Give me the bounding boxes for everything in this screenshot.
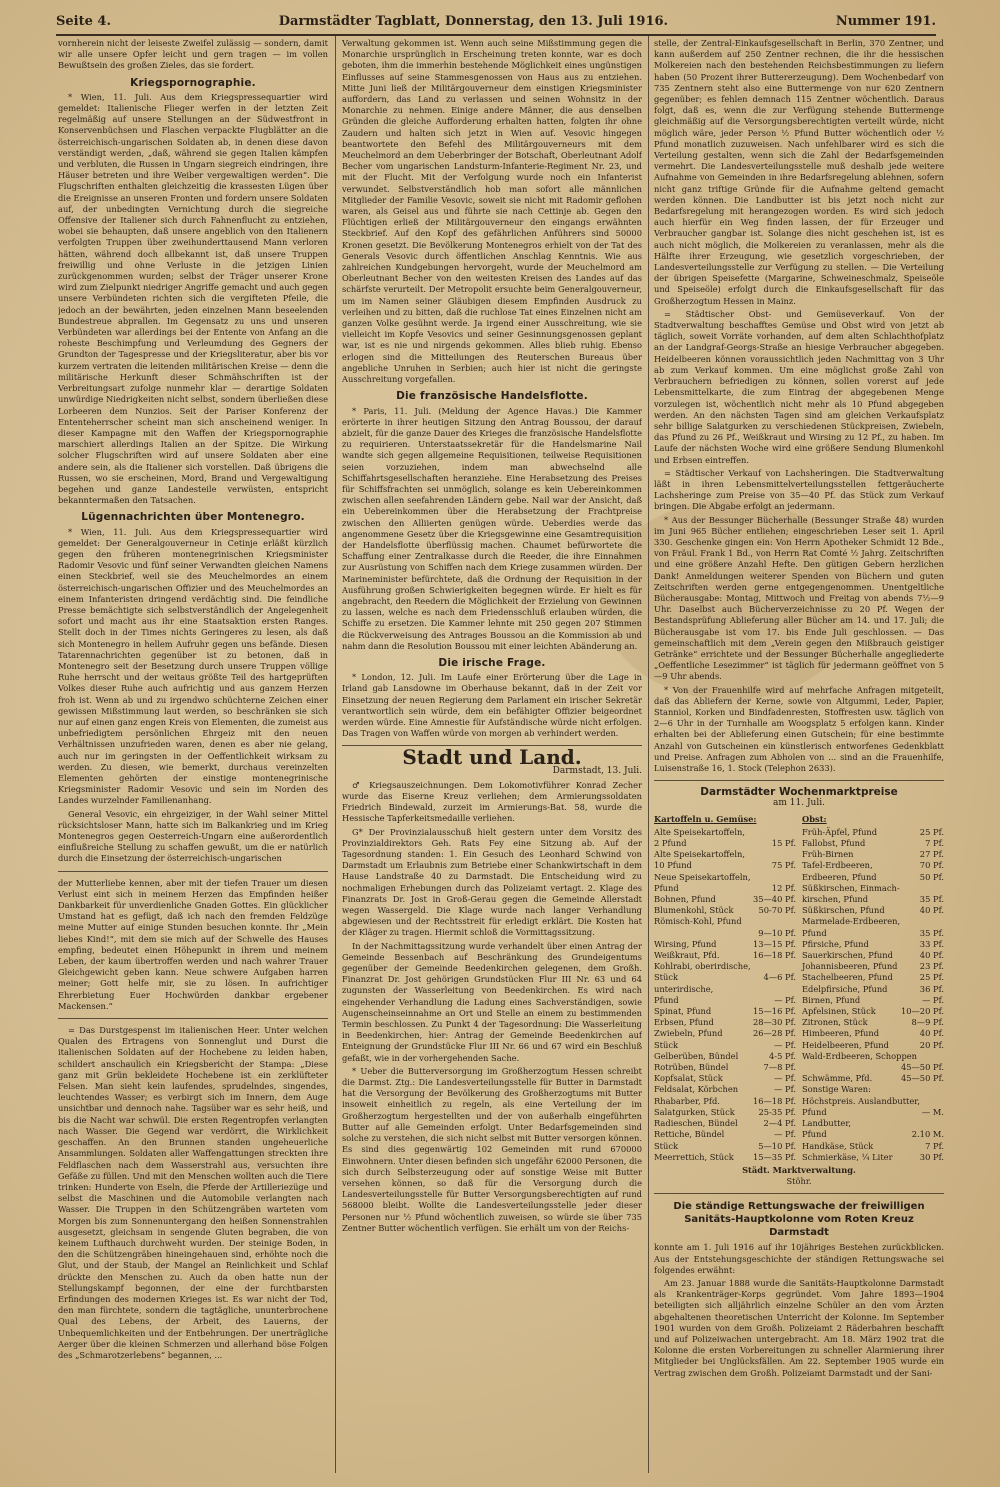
market-price-row (654, 894, 796, 905)
market-item: Römisch-Kohl, Pfund (654, 916, 742, 927)
article-paragraph: = Städtischer Verkauf von Lachsheringen. Die Stadtverwaltung läßt in ihren Lebensmittelverteilungsstellen fettgeräucherte Lachsheringe zum Preise von 35—40 Pf. das Stück zum Verkauf bringen. Die Abgabe erfolgt an jedermann. (654, 467, 944, 512)
market-price: 36 Pf. (919, 983, 944, 994)
market-price-row (654, 838, 796, 849)
market-prices-title: Darmstädter Wochenmarktpreise (700, 786, 898, 799)
article-paragraph: konnte am 1. Juli 1916 auf ihr 10jähriges Bestehen zurückblicken. Aus der Entstehungsgeschichte der ständigen Rettungswache sei folgendes erwähnt: (654, 1242, 944, 1275)
market-item: Alte Speisekartoffeln, (654, 849, 745, 860)
section-divider (654, 1193, 944, 1194)
market-price-row (802, 838, 944, 849)
market-price-row (802, 916, 944, 927)
market-price-row (802, 1051, 944, 1062)
market-item: Meerrettich, Stück (654, 1151, 734, 1162)
market-price: 27 Pf. (919, 849, 944, 860)
market-item: Weißkraut, Pfd. (654, 950, 720, 961)
market-price-row (802, 860, 944, 871)
market-price-row (654, 872, 796, 883)
market-price-row (802, 1084, 944, 1095)
article-paragraph: G* Der Provinzialausschuß hielt gestern unter dem Vorsitz des Provinzialdirektors Geh. Rats Fey eine Sitzung ab. Auf der Tagesordnung standen: 1. Ein Gesuch des Leonhard Schwind von Darmstadt um Erlaubnis zum Betriebe einer Schankwirtschaft in dem Hause Landstraße 40 zu Darmstadt. Die Entscheidung wird zu nochmaligen Erhebungen durch das Polizeiamt vertagt. 2. Klage des Finanzrats Dr. Jost in Groß-Gerau gegen die Gemeinde Allerstadt wegen Wassergeld. Die Klage wurde nach langer Verhandlung abgewiesen und der Rechtsstreit für erledigt erklärt. Die Kosten hat der Kläger zu tragen. Hiermit schloß die Vormittagssitzung. (342, 826, 642, 938)
market-price: 7 Pf. (925, 838, 944, 849)
market-item: Pfund (654, 994, 679, 1005)
market-price: 23 Pf. (919, 961, 944, 972)
market-price: 45—50 Pf. (900, 1073, 944, 1084)
market-item: Stück (654, 1039, 679, 1050)
market-item: Salatgurken, Stück (654, 1106, 735, 1117)
market-item: Kohlrabi, oberirdische, (654, 961, 751, 972)
heading-irische-frage: Die irische Frage. (438, 656, 546, 669)
market-item: Landbutter, (802, 1118, 852, 1129)
market-item: Gelberüben, Bündel (654, 1050, 739, 1061)
market-fruit-heading: Obst: (802, 813, 827, 824)
column-3 (654, 38, 944, 1477)
masthead (56, 8, 936, 36)
market-price-row (802, 961, 944, 972)
market-item: Spinat, Pfund (654, 1006, 712, 1017)
market-item: Pfund (802, 1106, 827, 1117)
market-price: 13—15 Pf. (752, 938, 796, 949)
market-item: Schmierkäse, ¼ Liter (802, 1151, 893, 1162)
market-price: 15 Pf. (771, 838, 796, 849)
heading-handelsflotte: Die französische Handelsflotte. (396, 390, 588, 403)
market-price-row (654, 1152, 796, 1163)
market-price: 33 Pf. (919, 938, 944, 949)
market-price-row (802, 883, 944, 894)
section-divider (58, 871, 328, 872)
market-fruit (802, 814, 944, 1163)
market-item: Stück (654, 972, 679, 983)
market-price-row (654, 1040, 796, 1051)
market-item: unterirdische, (654, 983, 714, 994)
market-price-row (802, 1118, 944, 1129)
article-paragraph: * Von der Frauenhilfe wird auf mehrfache Anfragen mitgeteilt, daß das Abliefern der Kerne, sowie von Altgummi, Leder, Papier, Stanniol, Korken und Bindfadenresten, Stoffresten usw. täglich von 2—6 Uhr in der Turnhalle am Woogsplatz 5 erfolgen kann. Kinder erhalten bei der Ablieferung einen Gutschein; für eine bestimmte Anzahl von Gutscheinen ein künstlerisch entworfenes Gedenkblatt und Preise. Anfragen zum Abholen von ... sind an die Frauenhilfe, Luisenstraße 16, 1. Stock (Telephon 2633). (654, 684, 944, 773)
market-price: 2.10 M. (911, 1129, 944, 1140)
market-price: 7—8 Pf. (763, 1062, 796, 1073)
market-item: Neue Speisekartoffeln, (654, 871, 751, 882)
market-price: 12 Pf. (771, 882, 796, 893)
market-price-row (802, 1141, 944, 1152)
market-item: Wald-Erdbeeren, Schoppen (802, 1050, 918, 1061)
article-paragraph: der Mutterliebe kennen, aber mit der tiefen Trauer um diesen Verlust eint sich in meinem Herzen das Empfinden heißer Dankbarkeit für unverdienliche Gnaden Gottes. Ein glücklicher Umstand hat es gefügt, daß ich nach den fremden Feldzüge meine Mutter auf einige Stunden besuchen konnte. Ihr „Mein liebes Kind!“, mit dem sie mich auf der Schwelle des Hauses empfing, bedeutet einen Höhepunkt in ihrem und meinem Leben, der kaum übertroffen werden und nach wahrer Trauer Gleichgewicht geben kann. Neue schwere Aufgaben harren meiner; Gott helfe mir, sie zu lösen. In aufrichtiger Ehrerbietung Euer Hochwürden dankbar ergebener Mackensen.“ (58, 877, 328, 1011)
market-price-row (802, 1040, 944, 1051)
market-price: 16—18 Pf. (752, 950, 796, 961)
market-price-row (802, 1152, 944, 1163)
market-price-row (802, 1028, 944, 1039)
market-price-row (802, 872, 944, 883)
market-price-row (654, 984, 796, 995)
market-price-row (654, 1141, 796, 1152)
market-price: 7 Pf. (925, 1140, 944, 1151)
market-price-row (802, 905, 944, 916)
article-paragraph: Am 23. Januar 1888 wurde die Sanitäts-Hauptkolonne Darmstadt als Krankenträger-Korps gegründet. Vom Jahre 1893—1904 beteiligten sich alljährlich einzelne Schüler an den vom Ärzten abgehaltenen theoretischen Unterricht der Kolonne. Im September 1901 wurden von dem Großh. Polizeiamt 2 Räderbahren beschafft und auf Polizeiwachen untergebracht. Am 18. März 1902 trat die Kolonne die ersten Vorbereitungen zu schneller Alarmierung ihrer Mitglieder bei Unglücksfällen. Am 22. September 1905 wurde ein Vertrag zwischen dem Großh. Polizeiamt Darmstadt und der Sani- (654, 1277, 944, 1378)
market-item: Sonstige Waren: (802, 1084, 871, 1095)
column-1 (58, 38, 328, 1477)
market-price: — M. (921, 1106, 944, 1117)
market-price: 25 Pf. (919, 972, 944, 983)
heading-kriegspornographie: Kriegspornographie. (130, 76, 256, 89)
article-paragraph: ♂ Kriegsauszeichnungen. Dem Lokomotivführer Konrad Zecher wurde das Eiserne Kreuz verliehen; dem Armierungssoldaten Friedrich Bindewald, zurzeit im Armierungs-Bat. 58, wurde die Hessische Tapferkeitsmedaille verliehen. (342, 779, 642, 824)
market-price: 25 Pf. (919, 826, 944, 837)
market-item: Rettiche, Bündel (654, 1129, 725, 1140)
dateline: Darmstadt, 13. Juli. (552, 765, 642, 776)
market-price-row (654, 939, 796, 950)
market-price-row (802, 849, 944, 860)
article-paragraph: Verwaltung gekommen ist. Wenn auch seine Mißstimmung gegen die Monarchie ursprünglich in Erscheinung treten konnte, war es doch geboten, ihm die immerhin bestehende Möglichkeit eines ungünstigen Einflusses auf seine Stammesgenossen von Haus aus zu entziehen. Mitte Juni ließ der Militärgouverneur dem einstigen Kriegsminister auffordern, das Land zu verlassen und seinen Wohnsitz in der Monarchie zu nehmen. Einige andere Männer, die aus denselben Gründen die gleiche Aufforderung erhalten hatten, folgten ihr ohne Zaudern und halten sich jetzt in Wien auf. Vesovic hingegen beantwortete den Befehl des Militärgouverneurs mit dem Meuchelmord an dem Ueberbringer der Botschaft, Oberleutnant Adolf Becher vom ungarischen Landsturm-Infanterie-Regiment Nr. 23, und mit der Flucht. Mit der Verfolgung wurde noch ein Infanterist verwundet. Selbstverständlich hob man sofort alle männlichen Mitglieder der Familie Vesovic, soweit sie nicht mit Radomir geflohen waren, als Geisel aus und führte sie nach Cettinje ab. Gegen den Flüchtigen erließ der Militärgouverneur den eingangs erwähnten Steckbrief. Auf den Kopf des gefährlichen Anführers sind 50000 Kronen gesetzt. Die Bevölkerung Montenegros erhielt von der Tat des Generals Vesovic durch öffentlichen Anschlag Kenntnis. Wie aus zahlreichen Kundgebungen hervorgeht, wurde der Meuchelmord am Oberleutnant Becher von den weitesten Kreisen des Landes auf das schärfste verurteilt. Der Metropolit ersuchte beim Generalgouverneur, um im Namen seiner Gläubigen diesem Empfinden Ausdruck zu verleihen und zu bitten, daß die ruchlose Tat eines Einzelnen nicht am ganzen Volke gesühnt werde. Ja irgend einer Ausschreitung, wie sie vielleicht im Kopfe Vesovics und seiner Gesinnungsgenossen geplant war, ist es nie und nirgends gekommen. Alles blieb ruhig. Ebenso erlogen sind die Mitteilungen des Reuterschen Bureaus über angebliche Unruhen in Serbien; auch hier ist nicht die geringste Ausschreitung vorgefallen. (342, 38, 642, 385)
market-vegetables (654, 814, 796, 1163)
market-price: 50 Pf. (919, 871, 944, 882)
market-price: 40 Pf. (919, 1028, 944, 1039)
market-price-row (654, 860, 796, 871)
market-price-row (654, 1107, 796, 1118)
column-2 (342, 38, 642, 1477)
market-price: 75 Pf. (771, 860, 796, 871)
market-item: Edelpfirsiche, Pfund (802, 983, 888, 994)
market-price-row (654, 928, 796, 939)
market-item: Marmelade-Erdbeeren, (802, 916, 901, 927)
market-price: — Pf. (922, 994, 944, 1005)
market-price-row (654, 827, 796, 838)
market-footer: Städt. Marktverwaltung. (742, 1164, 856, 1175)
market-item: Früh-Äpfel, Pfund (802, 826, 878, 837)
column-rule (335, 36, 336, 1473)
market-price-row (802, 984, 944, 995)
market-price: 4—6 Pf. (763, 972, 796, 983)
market-item: Erbsen, Pfund (654, 1017, 714, 1028)
heading-stadt-und-land: Stadt und Land. (402, 745, 582, 770)
market-item: Johannisbeeren, Pfund (802, 961, 898, 972)
page-label: Seite 4. (56, 13, 111, 29)
intro-paragraph: vornherein nicht der leiseste Zweifel zulässig — sondern, damit wir alle unsere Opfer leicht und gern tragen — im vollen Bewußtsein des großen Zieles, das sie fordert. (58, 38, 328, 71)
market-price: 15—35 Pf. (752, 1151, 796, 1162)
market-price-row (802, 827, 944, 838)
market-item: Erdbeeren, Pfund (802, 871, 877, 882)
market-item: Pfirsiche, Pfund (802, 938, 869, 949)
market-price-row (654, 1084, 796, 1095)
market-item: Stück (654, 1140, 679, 1151)
newspaper-date: Darmstädter Tagblatt, Donnerstag, den 13. Juli 1916. (278, 13, 669, 29)
market-price: 2—4 Pf. (763, 1118, 796, 1129)
market-price: 26—28 Pf. (752, 1028, 796, 1039)
market-item: Handkäse, Stück (802, 1140, 874, 1151)
market-item: Blumenkohl, Stück (654, 905, 734, 916)
market-price-row (802, 950, 944, 961)
market-price-row (654, 950, 796, 961)
market-price-row (654, 995, 796, 1006)
market-price: 45—50 Pf. (900, 1062, 944, 1073)
market-item: Stachelbeeren, Pfund (802, 972, 893, 983)
market-item: Süßkirschen, Einmach- (802, 882, 900, 893)
section-divider (654, 780, 944, 781)
market-prices-table (654, 814, 944, 1163)
market-price-row (802, 939, 944, 950)
market-item: Heidelbeeren, Pfund (802, 1039, 889, 1050)
market-price-row (802, 1062, 944, 1073)
market-item: Kopfsalat, Stück (654, 1073, 723, 1084)
market-price-row (654, 883, 796, 894)
article-paragraph: * Ueber die Butterversorgung im Großherzogtum Hessen schreibt die Darmst. Ztg.: Die Landesverteilungsstelle für Butter in Darmstadt hat die Versorgung der Bevölkerung des Großherzogtums mit Butter insoweit einheitlich zu regeln, als eine Verteilung der im Großherzogtum hergestellten und der von außerhalb eingeführten Butter auf alle Gemeinden erfolgt. Unter Bedarfsgemeinden sind solche zu verstehen, die sich nicht selbst mit Butter versorgen können. Es sind dies gegenwärtig 102 Gemeinden mit rund 670000 Einwohnern. Unter diesen befinden sich ungefähr 62000 Personen, die sich durch Selbsterzeugung oder auf sonstige Weise mit Butter versehen können, so daß für die Versorgung durch die Landesverteilungsstelle für Butter Versorgungsberechtigten auf rund 568000 bleibt. Wollte die Landesverteilungsstelle jeder dieser Personen nur ½ Pfund wöchentlich zuweisen, so würde sie über 735 Zentner Butter wöchentlich verfügen. Sie erhält um von der Reichs- (342, 1065, 642, 1233)
market-price: 50-70 Pf. (758, 905, 796, 916)
market-price: 35—40 Pf. (752, 894, 796, 905)
market-item: Birnen, Pfund (802, 994, 861, 1005)
market-price-row (802, 1129, 944, 1140)
market-price: — Pf. (774, 1073, 796, 1084)
market-price-row (654, 1073, 796, 1084)
market-price-row (802, 928, 944, 939)
article-paragraph: = Das Durstgespenst im italienischen Heer. Unter welchen Qualen des Ertragens von Sonnenglut und Durst die italienischen Soldaten auf der Hochebene zu leiden haben, schildert anschaulich ein Kriegsbericht der Stampa: „Diese ganz mit Grün bekleidete Hochebene ist ein zerklüfteter Felsen. Man sieht kein laufendes, sprudelndes, singendes, leuchtendes Wasser; es verbirgt sich im Innern, dem Auge unsichtbar und dennoch nahe. Tagsüber war es sehr heiß, und bis die Nacht war schwül. Die ersten Regentropfen verlangten nach Wasser. Die Gegend war verdörrt, die Wirklichkeit geschaffen. An den Brunnen standen ungeheuerliche Ansammlungen. Soldaten aller Waffengattungen streckten ihre Feldflaschen nach dem Wasserstrahl aus, versuchten ihre Gefäße zu füllen. Und mit den Menschen wollten auch die Tiere trinken: Hunderte von Eseln, die Pferde der Artilleriezüge und selbst die Maschinen und die Automobile verlangten nach Wasser. Die Truppen in den Schützengräben warteten vom Morgen bis zum Sonnenuntergang den heißen Sonnenstrahlen ausgesetzt, gleichsam in sengende Gluten begraben, die von keinem Lufthauch durchweht wurden. Der steinige Boden, in den die Schützengräben hineingehauen sind, erhöhte noch die Glut, und der Staub, der Mangel an Reinlichkeit und Schlaf drückte den Menschen zu. Auch da oben hatte nun der Stellungskampf begonnen, der eine der furchtbarsten Erfindungen des modernen Krieges ist. Es war nicht der Tod, den man fürchtete, sondern die tagtägliche, ununterbrochene Qual des Lebens, der Arbeit, des Lauerns, der Unbequemlichkeiten und der Entbehrungen. Der unerträgliche Aerger über die kleinen Schmerzen und allerhand böse Folgen des „Schmarotzerlebens“ begannen, ... (58, 1025, 328, 1360)
market-price-row (802, 1017, 944, 1028)
market-price: 35 Pf. (919, 927, 944, 938)
market-price-row (654, 1096, 796, 1107)
market-price-row (654, 961, 796, 972)
market-price: 25-35 Pf. (758, 1106, 796, 1117)
market-item: 2 Pfund (654, 838, 687, 849)
column-rule (648, 36, 649, 1473)
market-item: Schwämme, Pfd. (802, 1073, 873, 1084)
article-paragraph: In der Nachmittagssitzung wurde verhandelt über einen Antrag der Gemeinde Bessenbach auf Beschränkung des Grundeigentums gegenüber der Gemeinde Beedenkirchen gelegenen, dem Großh. Finanzrat Dr. Jost gehörigen Grundstücken Flur III Nr. 63 und 64 zugunsten der Wasserleitung von Beedenkirchen. Es wird nach eingehender Verhandlung die Ladung eines Sachverständigen, sowie Augenscheinseinnahme an Ort und Stelle an einem zu bestimmenden Termin beschlossen. Zu Punkt 4 der Tagesordnung: Die Wasserleitung in Beedenkirchen, hier: Antrag der Gemeinde Beedenkirchen auf Enteignung der Grundstücke Flur III Nr. 66 und 67 wird ein Beschluß gefaßt, wie in der vorhergehenden Sache. (342, 940, 642, 1063)
market-price-row (654, 1129, 796, 1140)
market-price: 40 Pf. (919, 905, 944, 916)
market-price: 20 Pf. (919, 1039, 944, 1050)
market-footer-signature: Stöhr. (786, 1176, 812, 1187)
market-price-row (654, 916, 796, 927)
article-paragraph: * Aus der Bessunger Bücherhalle (Bessunger Straße 48) wurden im Juni 965 Bücher entliehen; eingeschrieben Leser seit 1. April 330. Geschenke gingen ein: Von Herrn Apotheker Schmidt 12 Bde., von Fräul. Frank 1 Bd., von Herrn Rat Comté ½ Jahrg. Zeitschriften und eine größere Anzahl Hefte. Den gütigen Gebern herzlichen Dank! Anmeldungen weiterer Spenden von Büchern und guten Zeitschriften werden gerne entgegengenommen. Unentgeltliche Bücherausgabe: Montag, Mittwoch und Freitag von abends 7½—9 Uhr. Daselbst auch Bücherverzeichnisse zu 20 Pf. Wegen der Bestandsprüfung Ablieferung aller Bücher am 14. und 17. Juli; die Bücherausgabe ist vom 17. bis Ende Juli geschlossen. — Das gemeinschaftlich mit dem „Verein gegen den Mißbrauch geistiger Getränke“ errichtete und der Bessunger Bücherhalle angegliederte „Oeffentliche Lesezimmer“ ist täglich für jedermann geöffnet von 5—9 Uhr abends. (654, 514, 944, 682)
market-price: 30 Pf. (919, 1151, 944, 1162)
market-price-row (654, 1062, 796, 1073)
market-item: Süßkirschen, Pfund (802, 905, 885, 916)
market-item: Höchstpreis. Auslandbutter, (802, 1095, 920, 1106)
article-paragraph: = Städtischer Obst- und Gemüseverkauf. Von der Stadtverwaltung beschafftes Gemüse und Obst wird von jetzt ab täglich, soweit Vorräte vorhanden, auf dem alten Schlachthofplatz an der Landgraf-Georgs-Straße an hiesige Verbraucher abgegeben. Heidelbeeren können voraussichtlich jeden Nachmittag von 3 Uhr ab zum Verkauf kommen. Um eine möglichst große Zahl von Verbrauchern befriedigen zu können, sollen vorerst auf jede Lebensmittelkarte, die zum Eintrag der abgegebenen Menge vorzulegen ist, wöchentlich nicht mehr als 10 Pfund abgegeben werden. An den nächsten Tagen sind am gleichen Verkaufsplatz sehr billige Salatgurken zu verschiedenen Stückpreisen, Zwiebeln, das Pfund zu 26 Pf., Weißkraut und Wirsing zu 12 Pf., zu haben. Im Laufe der nächsten Woche wird eine größere Sendung Blumenkohl und Erbsen eintreffen. (654, 308, 944, 465)
market-item: 10 Pfund (654, 860, 692, 871)
market-price: 8—9 Pf. (911, 1017, 944, 1028)
market-item: Fallobst, Pfund (802, 838, 866, 849)
market-item: Pfund (802, 1129, 827, 1140)
market-price-row (654, 849, 796, 860)
issue-number: Nummer 191. (835, 13, 936, 29)
heading-luegennachrichten: Lügennachrichten über Montenegro. (81, 511, 305, 524)
article-paragraph: General Vesovic, ein ehrgeiziger, in der Wahl seiner Mittel rücksichtsloser Mann, hatte sich im Balkankrieg und im Krieg Montenegros gegen Oesterreich-Ungarn eine außerordentlich einflußreiche Stellung zu schaffen gewußt, um die er natürlich durch die Einsetzung der österreichisch-ungarischen (58, 808, 328, 864)
article-paragraph: * Wien, 11. Juli. Aus dem Kriegspressequartier wird gemeldet: Italienische Flieger werfen in der letzten Zeit regelmäßig auf unsere Stellungen an der Südwestfront in Konservenbüchsen und Flaschen verpackte Flugblätter an die österreichisch-ungarischen Soldaten ab, in denen diese davon verständigt werden, „daß, während sie gegen Italien kämpfen und verbluten, die Russen in Ungarn siegreich eindringen, ihre Häuser betreten und ihre Weiber vergewaltigen werden“. Die Flugschriften enthalten gleichzeitig die krassesten Lügen über die Ereignisse an unseren Fronten und fordern unsere Soldaten auf, der unbedingten Vernichtung durch die siegreiche Offensive der Italiener sich durch Fahnenflucht zu entziehen, wobei sie behaupten, daß unsere angeblich von den Italienern verfolgten Truppen über zweihunderttausend Mann verloren hätten, während doch allbekannt ist, daß unsere Truppen freiwillig und ohne Verluste in die jetzigen Linien zurückgenommen wurden; selbst der Träger unserer Krone wird zum Zielpunkt niedriger Angriffe gemacht und auch gegen unsere Verbündeten richten sich die vergifteten Pfeile, die jedoch an der bewährten, jeden einzelnen Mann beseelenden Bundestreue abprallen. Im Gegensatz zu uns und unseren Verbündeten war allerdings bei der Entente von Anfang an die roheste Beschimpfung und Verleumdung des Gegners der Grundton der Tagespresse und der Kriegsliteratur, aber bis vor kurzem vertraten die leitenden militärischen Kreise — denn die militärische Herkunft dieser Schmähschriften ist der Verbreitungsart zufolge nunmehr klar — derartige Soldaten unwürdige Niedrigkeiten nicht selbst, sondern überließen diese Lorbeeren dem Nunzios. Seit der Pariser Konferenz der Ententeherrscher scheint man sich anscheinend weniger. In dieser Kampagne mit den Waffen der Kriegspornographie marschiert allerdings Italien an der Spitze. Die Wirkung solcher Flugschriften wird auf unsere Soldaten aber eine andere sein, als die Italiener sich vorstellen. Daß übrigens die Russen, wo sie erscheinen, Mord, Brand und Vergewaltigung begehen und ganze Landesteile verwüsten, entspricht bekanntermaßen den Tatsachen. (58, 91, 328, 506)
market-vegetables-heading: Kartoffeln u. Gemüse: (654, 813, 757, 824)
market-price-row (654, 905, 796, 916)
market-item: Rhabarber, Pfd. (654, 1095, 720, 1106)
market-price: — Pf. (774, 1129, 796, 1140)
market-price: 9—10 Pf. (758, 927, 796, 938)
article-paragraph: * Wien, 11. Juli. Aus dem Kriegspressequartier wird gemeldet: Der Generalgouverneur in Cetinje erläßt kürzlich gegen den früheren montenegrinischen Kriegsminister Radomir Vesovic und fünf seiner Verwandten gleichen Namens einen Steckbrief, weil sie des Meuchelmordes an einem österreichisch-ungarischen Offizier und des Meuchelmordes an einem Infanteristen dringend verdächtig sind. Die feindliche Presse bemächtigte sich selbstverständlich der Angelegenheit sofort und macht aus ihr eine Staatsaktion ersten Ranges. Stellt doch in der Times nichts Geringeres zu lesen, als daß sich Montenegro in hellem Aufruhr gegen uns befände. Diesen Tatarennachrichten gegenüber ist zu betonen, daß in Montenegro seit der Besetzung durch unsere Truppen völlige Ruhe herrscht und der weitaus größte Teil des hartgeprüften Volkes dieser Ruhe auch aufrichtig und aus ganzem Herzen froh ist. Wenn ab und zu irgendwo schüchterne Zeichen einer gewissen Mißstimmung laut werden, so beschränken sie sich nur auf einen ganz engen Kreis von Elementen, die zumeist aus unbefriedigtem persönlichen Ehrgeiz mit den neuen Verhältnissen unzufrieden waren, denen es aber nie gelang, auch nur im geringsten in der Oeffentlichkeit wirksam zu werden. Zu diesen, wie bemerkt, durchaus vereinzelten Elementen gehörten der einstige montenegrinische Kriegsminister Radomir Vesovic und sein im Norden des Landes wurzelnder Familienanhang. (58, 526, 328, 806)
market-price: 35 Pf. (919, 894, 944, 905)
market-item: Pfund (802, 927, 827, 938)
market-price: — Pf. (774, 1084, 796, 1095)
market-item: Zitronen, Stück (802, 1017, 868, 1028)
market-price-row (654, 1051, 796, 1062)
market-item: Feldsalat, Körbchen (654, 1084, 739, 1095)
market-price: 70 Pf. (919, 860, 944, 871)
market-price-row (802, 995, 944, 1006)
market-item: Tafel-Erdbeeren, (802, 860, 873, 871)
article-paragraph: * Paris, 11. Juli. (Meldung der Agence Havas.) Die Kammer erörterte in ihrer heutigen Sitzung den Antrag Boussou, der darauf abzielt, für die ganze Dauer des Krieges die französische Handelsflotte zu requirieren. Unterstaatssekretär für die Handelsmarine Nail wandte sich gegen allgemeine Requisitionen, teilweise Requisitionen seien vorzuziehen, indem man abwechselnd alle Schiffahrtsgesellschaften heranziehe. Eine Herabsetzung des Preises für Schiffsfrachten sei unmöglich, solange es kein Uebereinkommen zwischen allen seefahrenden Ländern gebe. Nail war der Ansicht, daß ein Uebereinkommen über die Herabsetzung der Frachtpreise zwischen den Alliierten genügen würde. Ueberdies werde das angenommene Gesetz über die Kriegsgewinne eine Gesamtrequisition der Handelsflotte überflüssig machen. Chaumet befürwortete die Schaffung einer Zentralkasse durch die Reeder, die ihre Einnahmen zur Ausrüstung von Schiffen nach dem Kriege zusammen würden. Der Marineminister befürchtete, daß die Ordnung der Requisition in der Ausführung großen Schwierigkeiten begegnen würde. Er hielt es für angebracht, den Reedern die Möglichkeit der Erzielung von Gewinnen zu lassen, welche es nach dem Friedensschluß erlauben würden, die Schiffe zu ersetzen. Die Kammer lehnte mit 250 gegen 207 Stimmen die Rückverweisung des Antrages Boussou an die Kommission ab und nahm dann die Resolution Boussou mit einer leichten Abänderung an. (342, 405, 642, 651)
market-price-row (802, 972, 944, 983)
market-item: Apfelsinen, Stück (802, 1006, 876, 1017)
market-price-row (802, 1096, 944, 1107)
market-item: Sauerkirschen, Pfund (802, 950, 893, 961)
market-prices-date: am 11. Juli. (773, 798, 825, 809)
market-price: 40 Pf. (919, 950, 944, 961)
market-item: Himbeeren, Pfund (802, 1028, 880, 1039)
market-price-row (654, 1118, 796, 1129)
market-price-row (802, 1107, 944, 1118)
market-price-row (802, 894, 944, 905)
market-price: 15—16 Pf. (752, 1006, 796, 1017)
market-item: Alte Speisekartoffeln, (654, 826, 745, 837)
market-price: — Pf. (774, 1039, 796, 1050)
market-item: kirschen, Pfund (802, 894, 869, 905)
market-item: Radieschen, Bündel (654, 1118, 738, 1129)
market-price-row (654, 1028, 796, 1039)
market-price: 28—30 Pf. (752, 1017, 796, 1028)
market-price-row (654, 1017, 796, 1028)
market-price-row (654, 1006, 796, 1017)
market-item: Zwiebeln, Pfund (654, 1028, 723, 1039)
market-price-row (802, 1006, 944, 1017)
market-price-row (802, 1073, 944, 1084)
market-price: 5—10 Pf. (758, 1140, 796, 1151)
market-item: Früh-Birnen (802, 849, 854, 860)
market-price: 10—20 Pf. (900, 1006, 944, 1017)
market-item: Wirsing, Pfund (654, 938, 717, 949)
market-price: 16—18 Pf. (752, 1095, 796, 1106)
article-paragraph: * London, 12. Juli. Im Laufe einer Erörterung über die Lage in Irland gab Lansdowne im Oberhause bekannt, daß in der Zeit vor Einsetzung der neuen Regierung dem Parlament ein irischer Sekretär verantwortlich sein würde, dem ein befähigter Offizier beigeordnet werden würde. Eine Amnestie für Aufständische würde nicht erfolgen. Das Tragen von Waffen würde von morgen ab verhindert werden. (342, 672, 642, 739)
market-item: Rotrüben, Bündel (654, 1062, 729, 1073)
market-price: — Pf. (774, 994, 796, 1005)
market-price: 4-5 Pf. (769, 1050, 796, 1061)
heading-rettungswache: Die ständige Rettungswache der freiwilligen Sanitäts-Hauptkolonne vom Roten Kreuz Darmstadt (673, 1201, 925, 1239)
market-item: Pfund (654, 882, 679, 893)
market-price-row (654, 972, 796, 983)
section-divider (58, 1018, 328, 1019)
market-item: Bohnen, Pfund (654, 894, 716, 905)
article-paragraph: stelle, der Zentral-Einkaufsgesellschaft in Berlin, 370 Zentner, und kann außerdem auf 250 Zentner rechnen, die ihr die hessischen Molkereien nach den bestehenden Reichsbestimmungen zu liefern haben (50 Prozent ihrer Buttererzeugung). Dem Wochenbedarf von 735 Zentnern steht also eine Buttermenge von nur 620 Zentnern gegenüber; es fehlen demnach 115 Zentner wöchentlich. Daraus folgt, daß es, wenn die zur Verfügung stehende Buttermenge gleichmäßig auf die Versorgungsberechtigten verteilt würde, nicht möglich wäre, jeder Person ½ Pfund Butter wöchentlich oder ½ Pfund monatlich zuzuweisen. Nach unfehlbarer wird es sich die Verteilung gestalten, wenn sich die Zahl der Bedarfsgemeinden vermehrt. Die Landesverteilungsstelle muß deshalb jede weitere Aufnahme von Gemeinden in ihre Bedarfsregelung ablehnen, sofern nicht ganz triftige Gründe für die Aufnahme geltend gemacht werden können. Die Landbutter ist bis jetzt noch nicht zur Bedarfsregelung mit herangezogen worden. Es wird sich jedoch auch hierfür ein Weg finden lassen, der für Erzeuger und Verbraucher gangbar ist. Solange dies nicht geschehen ist, ist es auch nicht möglich, die Molkereien zu veranlassen, mehr als die Hälfte ihrer Erzeugung, wie gesetzlich vorgeschrieben, der Landesverteilungsstelle zur Verfügung zu stellen. — Die Verteilung der übrigen Speisefette (Margarine, Schweineschmalz, Speiseöle und Speiseöle) erfolgt durch die Einkaufsgesellschaft für das Großherzogtum Hessen in Mainz. (654, 38, 944, 306)
